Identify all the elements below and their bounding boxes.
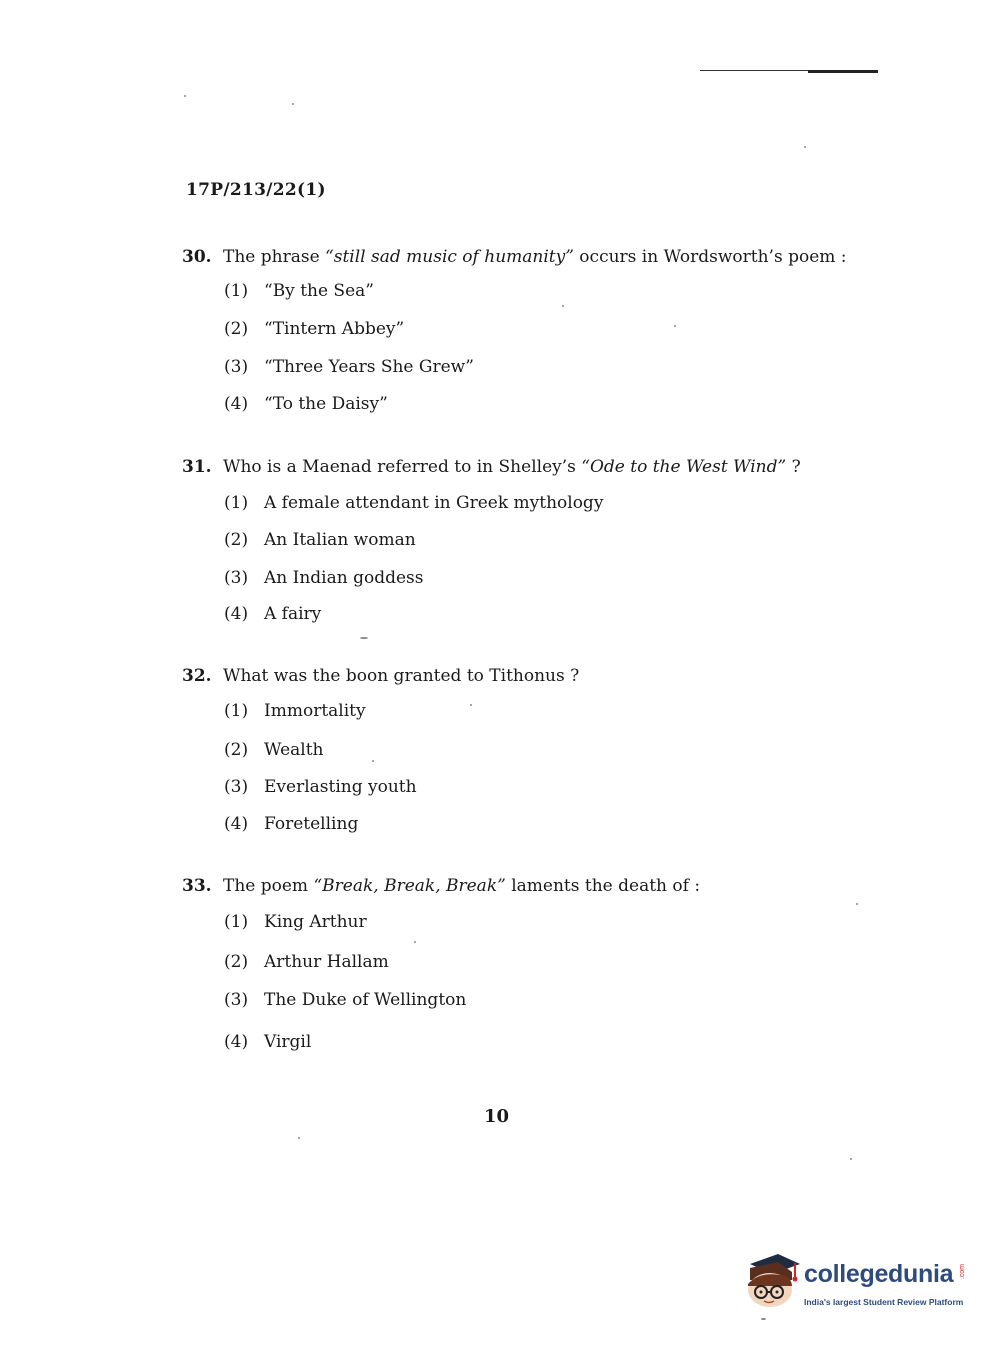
question-number: 31.: [182, 457, 212, 477]
option-number: (1): [224, 701, 249, 721]
scan-speck: [292, 103, 294, 105]
option-text: “By the Sea”: [264, 281, 374, 301]
stem-text-end: occurs in Wordsworth’s poem :: [573, 247, 847, 267]
brand-wordmark: collegedunia: [804, 1260, 954, 1288]
collegedunia-watermark: [742, 1250, 972, 1310]
option-number: (4): [224, 1032, 249, 1052]
option-number: (3): [224, 357, 249, 377]
option-number: (3): [224, 777, 249, 797]
option-number: (4): [224, 604, 249, 624]
question-30: [182, 245, 847, 414]
question-33: [182, 874, 842, 1052]
option-2: [224, 319, 404, 339]
option-4: [224, 604, 321, 624]
question-stem: [182, 664, 842, 688]
question-stem: [182, 874, 842, 898]
option-1: [224, 912, 367, 932]
option-number: (1): [224, 912, 249, 932]
option-number: (2): [224, 952, 249, 972]
option-2: [224, 740, 324, 760]
option-2: [224, 952, 389, 972]
option-2: [224, 530, 416, 550]
option-1: [224, 281, 374, 301]
stem-quote: “still sad music of humanity”: [325, 247, 574, 267]
question-number: 33.: [182, 876, 212, 896]
scan-speck: [562, 305, 564, 307]
question-stem: [182, 455, 842, 479]
option-text: An Italian woman: [264, 530, 416, 550]
option-number: (4): [224, 394, 249, 414]
scan-speck: [856, 903, 858, 905]
scan-speck: [674, 325, 676, 327]
stem-text-end: laments the death of :: [505, 876, 701, 896]
option-text: Wealth: [264, 740, 324, 760]
stem-text-end: ?: [786, 457, 801, 477]
mascot-logo-icon: [742, 1250, 802, 1310]
option-number: (2): [224, 530, 249, 550]
option-text: A female attendant in Greek mythology: [264, 493, 604, 513]
scan-speck: [761, 1318, 766, 1320]
brand-tagline: India's largest Student Review Platform: [804, 1297, 964, 1307]
option-3: [224, 568, 424, 588]
option-text: Everlasting youth: [264, 777, 417, 797]
stem-text: The phrase: [223, 247, 326, 267]
option-number: (3): [224, 990, 249, 1010]
option-number: (2): [224, 740, 249, 760]
stem-quote: “Break, Break, Break”: [313, 876, 506, 896]
question-stem: [182, 245, 847, 269]
question-number: 30.: [182, 247, 212, 267]
stem-text: The poem: [223, 876, 314, 896]
paper-code: 17P/213/22(1): [186, 180, 326, 200]
option-text: The Duke of Wellington: [264, 990, 467, 1010]
option-number: (1): [224, 281, 249, 301]
scan-speck: [804, 146, 806, 148]
option-4: [224, 1032, 311, 1052]
page-number: 10: [484, 1106, 510, 1127]
option-4: [224, 394, 388, 414]
scan-speck: [414, 941, 416, 943]
option-4: [224, 814, 358, 834]
stem-text: What was the boon granted to Tithonus ?: [223, 666, 580, 686]
scan-speck: [372, 760, 374, 762]
option-number: (2): [224, 319, 249, 339]
scan-speck: [184, 95, 186, 97]
option-text: An Indian goddess: [264, 568, 424, 588]
option-text: “To the Daisy”: [264, 394, 388, 414]
option-text: Virgil: [264, 1032, 312, 1052]
option-text: Foretelling: [264, 814, 359, 834]
option-number: (3): [224, 568, 249, 588]
option-3: [224, 357, 474, 377]
question-number: 32.: [182, 666, 212, 686]
question-31: [182, 455, 842, 624]
option-text: Immortality: [264, 701, 366, 721]
option-number: (4): [224, 814, 249, 834]
option-1: [224, 701, 366, 721]
top-rule-thick: [808, 70, 878, 73]
option-3: [224, 990, 466, 1010]
option-1: [224, 493, 603, 513]
option-text: Arthur Hallam: [264, 952, 389, 972]
question-32: [182, 664, 842, 834]
scan-speck: [470, 704, 472, 706]
option-text: “Tintern Abbey”: [264, 319, 405, 339]
option-text: “Three Years She Grew”: [264, 357, 474, 377]
option-text: A fairy: [264, 604, 322, 624]
option-text: King Arthur: [264, 912, 367, 932]
scan-speck: [850, 1158, 852, 1160]
stem-text: Who is a Maenad referred to in Shelley’s: [223, 457, 582, 477]
stem-quote: “Ode to the West Wind”: [581, 457, 787, 477]
option-number: (1): [224, 493, 249, 513]
brand-domain-suffix: .com: [959, 1264, 966, 1280]
option-3: [224, 777, 417, 797]
scan-speck: [360, 637, 368, 639]
scan-speck: [298, 1137, 300, 1139]
